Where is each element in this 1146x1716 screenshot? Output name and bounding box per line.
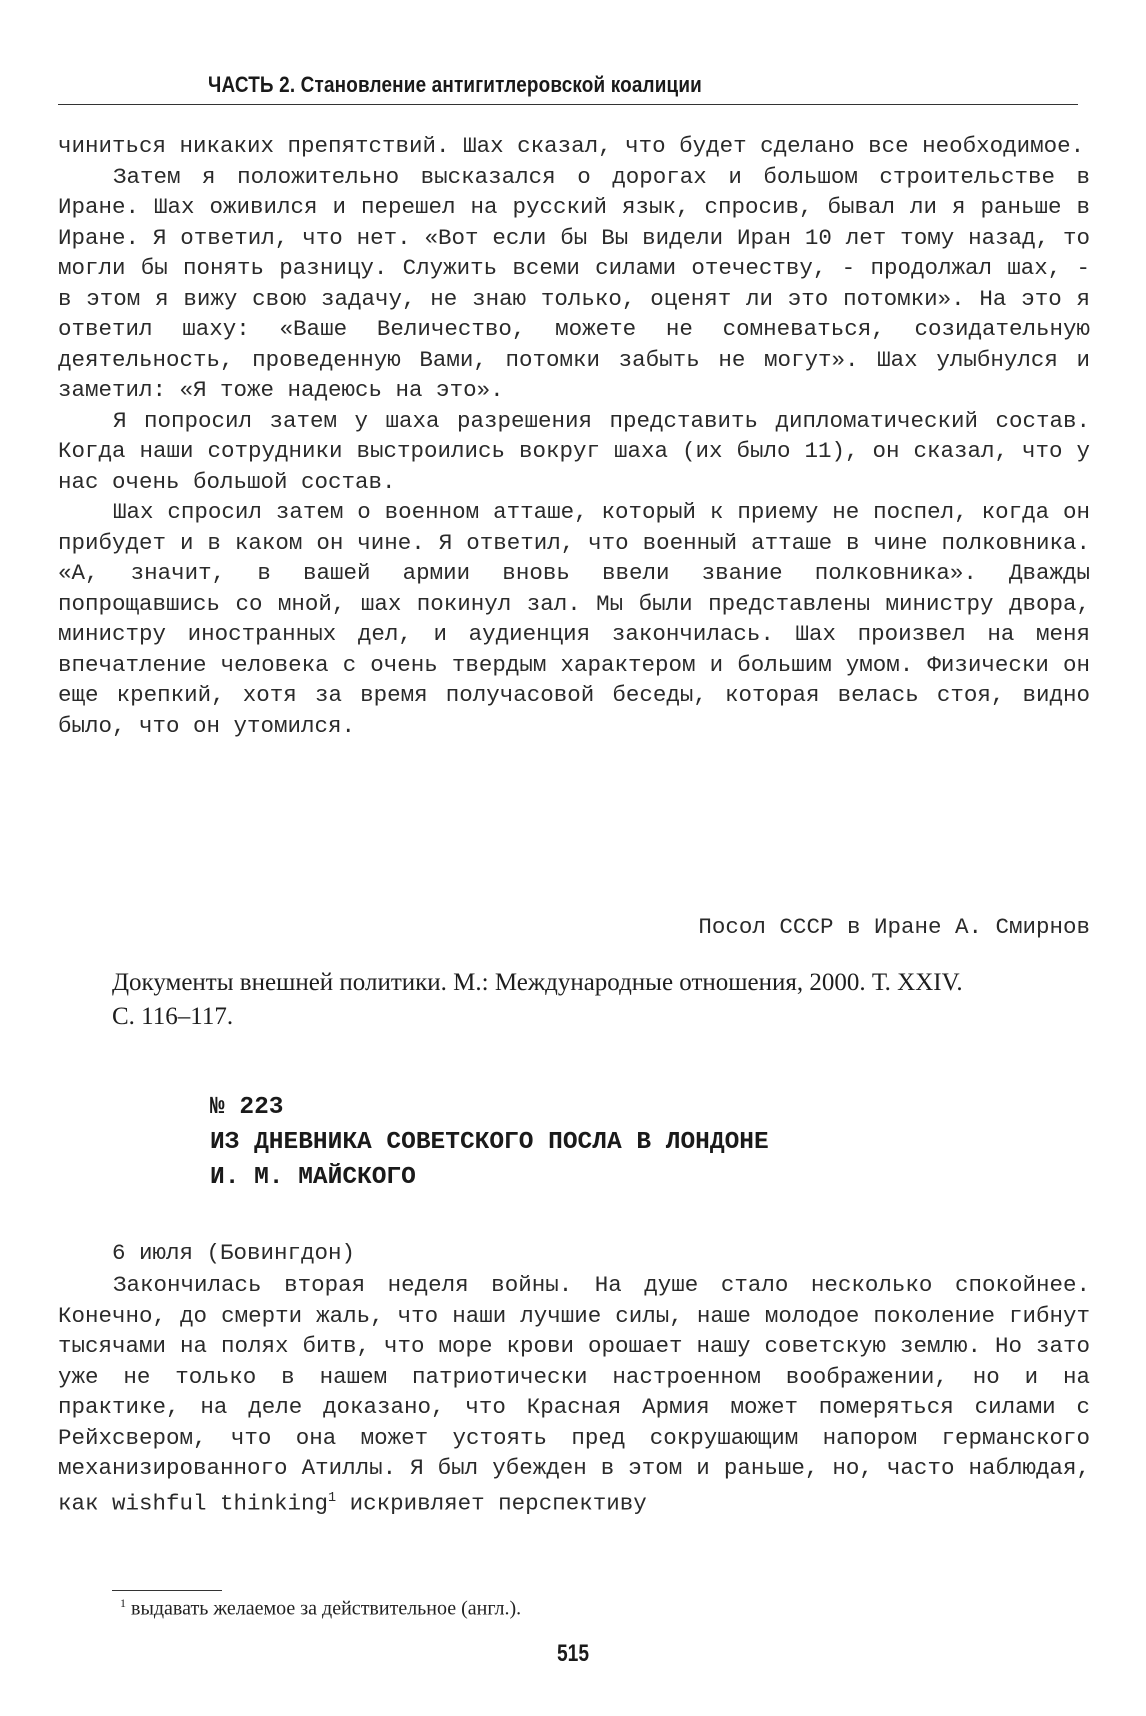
- source-citation: [112, 966, 1094, 1034]
- entry-date: 6 июля (Бовингдон): [112, 1240, 356, 1266]
- footnote-marker: 1: [120, 1596, 126, 1610]
- footnote-divider: [112, 1590, 222, 1591]
- page-number: 515: [556, 1640, 590, 1667]
- paragraph: Я попросил затем у шаха разрешения представить дипломатический состав. Когда наши сотрудники выстроились вокруг шаха (их было 11), он сказал, что у нас очень большой состав.: [58, 407, 1090, 495]
- footnote: [120, 1596, 521, 1621]
- paragraph: [58, 1270, 1090, 1519]
- paragraph: Шах спросил затем о военном атташе, который к приему не поспел, когда он прибудет и в каком он чине. Я ответил, что военный атташе в чине полковника. «А, значит, в вашей армии вновь ввели звание полковника». Дважды попрощавшись со мной, шах покинул зал. Мы были представлены министру двора, министру иностранных дел, и аудиенция закончилась. Шах произвел на меня впечатление человека с очень твердым характером и большим умом. Физически он еще крепкий, хотя за время получасовой беседы, которая велась стоя, видно было, что он утомился.: [58, 499, 1090, 739]
- document-heading: [210, 1090, 769, 1195]
- source-citation-line: Документы внешней политики. М.: Международные отношения, 2000. Т. XXIV.: [112, 969, 963, 996]
- document-body-section-2: [58, 1270, 1090, 1519]
- paragraph-text: искривляет перспективу: [336, 1490, 647, 1516]
- document-title: ИЗ ДНЕВНИКА СОВЕТСКОГО ПОСЛА В ЛОНДОНЕ: [210, 1129, 769, 1156]
- footnote-text: выдавать желаемое за действительное (англ.).: [131, 1597, 522, 1620]
- signature: Посол СССР в Иране А. Смирнов: [698, 914, 1090, 940]
- running-head: [58, 72, 1078, 105]
- paragraph: чиниться никаких препятствий. Шах сказал, что будет сделано все необходимое.: [58, 133, 1085, 159]
- paragraph-text: Закончилась вторая неделя войны. На душе стало несколько спокойнее. Конечно, до смерти жаль, что наши лучшие силы, наше молодое поколение гибнут тысячами на полях битв, что море крови орошает нашу советскую землю. Но зато уже не только в нашем патриотически настроенном воображении, но и на практике, на деле доказано, что Красная Армия может померяться силами с Рейхсвером, что она может устоять пред сокрушающим напором германского механизированного Атиллы. Я был убежден в этом и раньше, но, часто наблюдая, как wishful thinking: [58, 1272, 1090, 1516]
- paragraph: Затем я положительно высказался о дорогах и большом строительстве в Иране. Шах оживился и перешел на русский язык, спросив, бывал ли я раньше в Иране. Я ответил, что нет. «Вот если бы Вы видели Иран 10 лет тому назад, то могли бы понять разницу. Служить всеми силами отечеству, - продолжал шах, - в этом я вижу свою задачу, не знаю только, оценят ли это потомки». На это я ответил шаху: «Ваше Величество, можете не сомневаться, созидательную деятельность, проведенную Вами, потомки забыть не могут». Шах улыбнулся и заметил: «Я тоже надеюсь на это».: [58, 163, 1090, 403]
- source-citation-line: С. 116–117.: [112, 1003, 234, 1030]
- running-head-text: ЧАСТЬ 2. Становление антигитлеровской коалиции: [208, 72, 702, 97]
- document-title: И. М. МАЙСКОГО: [210, 1164, 416, 1191]
- footnote-reference[interactable]: 1: [328, 1490, 337, 1506]
- document-body-section-1: [58, 131, 1090, 741]
- document-number: № 223: [210, 1094, 284, 1121]
